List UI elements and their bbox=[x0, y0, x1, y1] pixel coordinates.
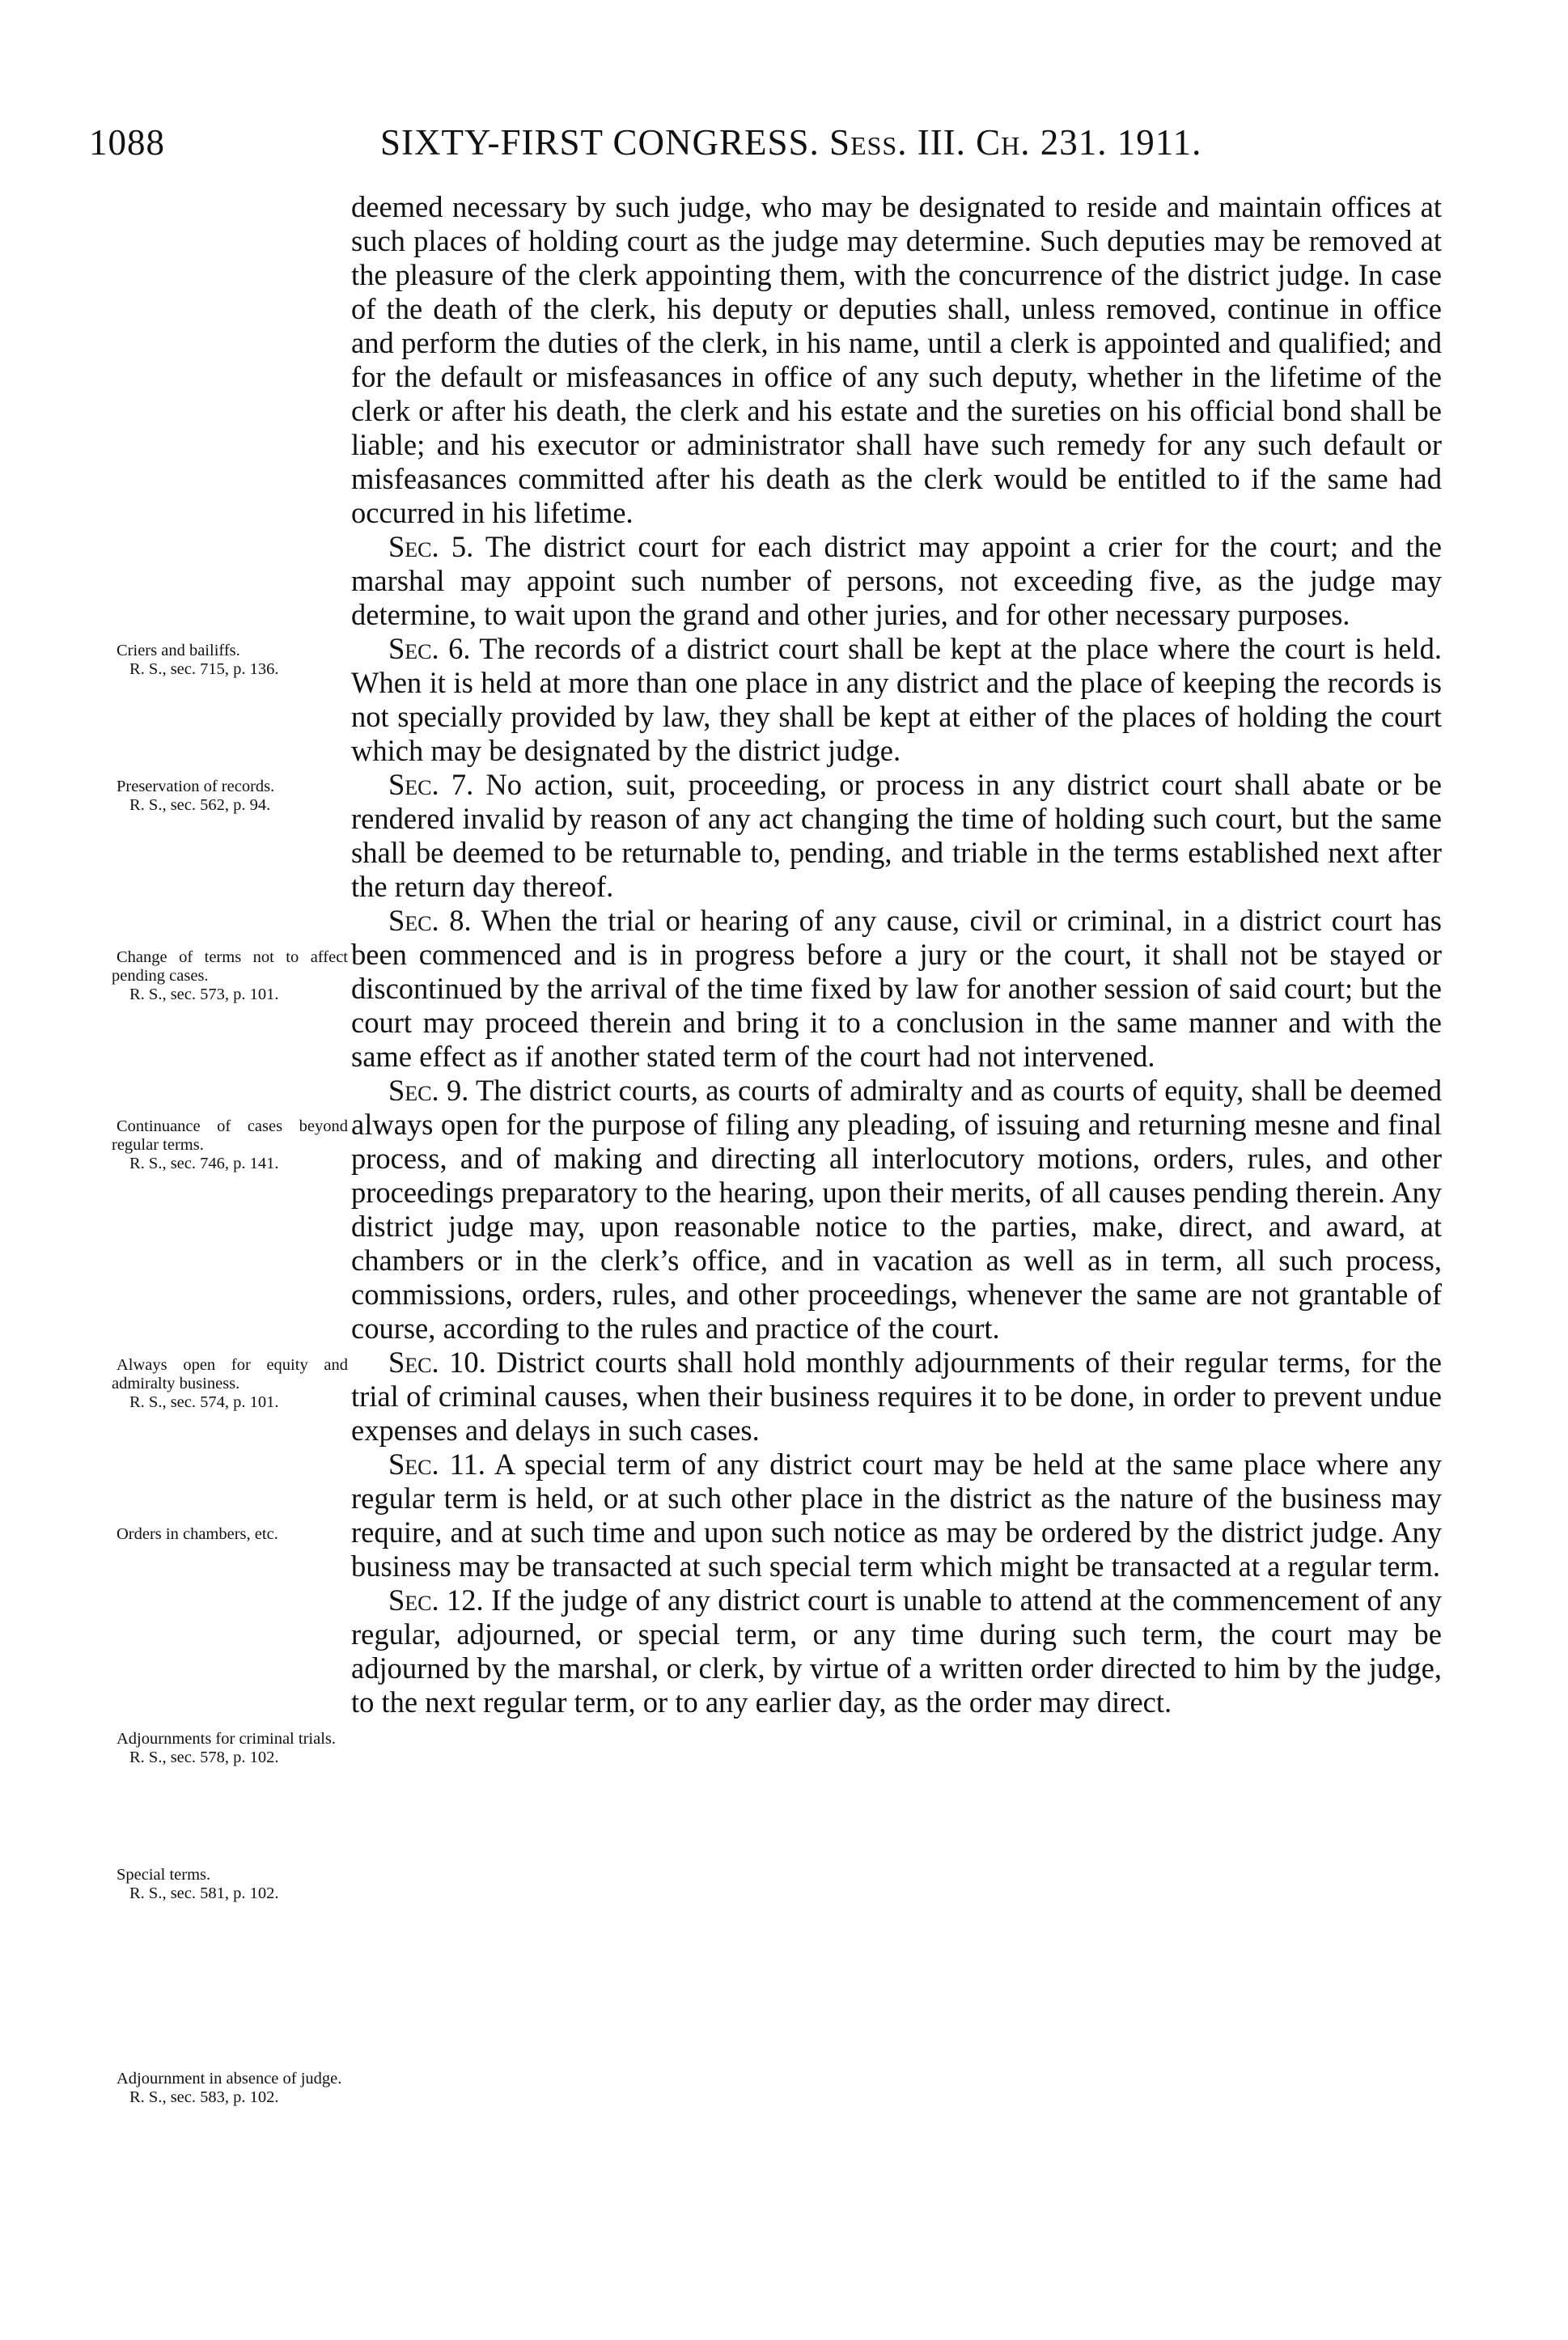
margin-note-ref: R. S., sec. 746, p. 141. bbox=[129, 1155, 279, 1172]
margin-note-title: Preservation of records. bbox=[117, 778, 275, 795]
continuation-paragraph: deemed necessary by such judge, who may be designated to reside and maintain offices at such places of holding court as the judge may determine. Such deputies may be removed at the pleasure of the clerk appointing them, with the concurrence of the district judge. In case of the death of the clerk, his deputy or deputies shall, unless removed, continue in office and perform the duties of the clerk, in his name, until a clerk is appointed and qualified; and for the default or misfeasances in office of any such deputy, whether in the lifetime of the clerk or after his death, the clerk and his estate and the sureties on his official bond shall be liable; and his executor or administrator shall have such remedy for any such default or misfeasances committed after his death as the clerk would be entitled to if the same had occurred in his lifetime. bbox=[351, 190, 1442, 529]
margin-note-title: Continuance of cases beyond regular terms. bbox=[112, 1117, 348, 1154]
section-12 bbox=[351, 1583, 1442, 1719]
section-label: Sec. 5. bbox=[388, 530, 474, 563]
margin-note-continuance bbox=[112, 1117, 348, 1173]
margin-note-records bbox=[112, 778, 348, 815]
section-label: Sec. 10. bbox=[388, 1346, 486, 1379]
margin-note-ref: R. S., sec. 583, p. 102. bbox=[129, 2088, 279, 2106]
year-label: 1911. bbox=[1117, 122, 1202, 163]
margin-note-title: Criers and bailiffs. bbox=[117, 642, 240, 659]
section-8 bbox=[351, 904, 1442, 1074]
section-text: If the judge of any district court is unable to attend at the commencement of any regular, adjourned, or special term, or any time during such term, the court may be adjourned by the marshal, or clerk, by virtue of a written order directed to him by the judge, to the next regular term, or to any earlier day, as the order may direct. bbox=[351, 1583, 1443, 1719]
section-6 bbox=[351, 632, 1442, 768]
chapter-label: Ch. 231. bbox=[976, 122, 1108, 163]
margin-note-ref: R. S., sec. 578, p. 102. bbox=[129, 1749, 279, 1766]
margin-note-ref: R. S., sec. 715, p. 136. bbox=[129, 660, 279, 678]
section-11 bbox=[351, 1448, 1442, 1583]
header-title bbox=[380, 121, 1201, 163]
section-text: The records of a district court shall be kept at the place where the court is held. When it is held at more than one place in any district and the place of keeping the records is not specially provided by law, they shall be kept at either of the places of holding the court which may be designated by the district judge. bbox=[351, 632, 1442, 767]
section-7 bbox=[351, 768, 1442, 904]
section-5 bbox=[351, 530, 1442, 632]
section-text: No action, suit, proceeding, or process in any district court shall abate or be rendered invalid by reason of any act changing the time of holding such court, but the same shall be deemed to be returnable to, pending, and triable in the terms established next after the return day thereof. bbox=[351, 768, 1442, 903]
margin-note-ref: R. S., sec. 573, p. 101. bbox=[129, 986, 279, 1003]
session-label: Sess. III. bbox=[829, 122, 966, 163]
margin-note-title: Change of terms not to affect pending cases. bbox=[112, 948, 348, 985]
section-label: Sec. 8. bbox=[388, 904, 472, 937]
section-label: Sec. 6. bbox=[388, 632, 471, 665]
margin-note-ref: R. S., sec. 574, p. 101. bbox=[129, 1393, 279, 1411]
margin-note-ref: R. S., sec. 562, p. 94. bbox=[129, 796, 271, 814]
section-text: When the trial or hearing of any cause, civil or criminal, in a district court has been commenced and is in progress before a jury or the court, it shall not be stayed or discontinued by the arrival of the time fixed by law for another session of said court; but the court may proceed therein and bring it to a conclusion in the same manner and with the same effect as if another stated term of the court had not intervened. bbox=[351, 904, 1442, 1073]
margin-note-special-terms bbox=[112, 1866, 348, 1903]
margin-note-always-open bbox=[112, 1356, 348, 1412]
section-9 bbox=[351, 1074, 1442, 1346]
margin-note-criers bbox=[112, 642, 348, 679]
section-10 bbox=[351, 1346, 1442, 1448]
margin-note-ref: R. S., sec. 581, p. 102. bbox=[129, 1884, 279, 1902]
section-label: Sec. 7. bbox=[388, 768, 474, 801]
margin-note-absence-of-judge bbox=[112, 2070, 348, 2107]
section-text: A special term of any district court may be held at the same place where any regular term is held, or at such other place in the district as the nature of the business may require, and at such time and upon such notice as may be ordered by the district judge. Any business may be transacted at such special term which might be transacted at a regular term. bbox=[351, 1448, 1442, 1583]
section-text: District courts shall hold monthly adjournments of their regular terms, for the trial of criminal causes, when their business requires it to be done, in order to prevent undue expenses and delays in such cases. bbox=[351, 1346, 1442, 1447]
section-label: Sec. 9. bbox=[388, 1074, 469, 1107]
body-text bbox=[351, 190, 1442, 1719]
congress-title: SIXTY-FIRST CONGRESS. bbox=[380, 122, 820, 163]
running-head bbox=[89, 121, 1416, 170]
margin-note-orders-in-chambers bbox=[112, 1525, 348, 1544]
section-text: The district courts, as courts of admiralty and as courts of equity, shall be deemed always open for the purpose of filing any pleading, of issuing and returning mesne and final process, and of making and directing all interlocutory motions, orders, rules, and other proceedings preparatory to the hearing, upon their merits, of all causes pending therein. Any district judge may, upon reasonable notice to the parties, make, direct, and award, at chambers or in the clerk’s office, and in vacation as well as in term, all such process, commissions, orders, rules, and other proceedings, whenever the same are not grantable of course, according to the rules and practice of the court. bbox=[351, 1074, 1442, 1345]
section-label: Sec. 11. bbox=[388, 1448, 485, 1481]
margin-note-title: Special terms. bbox=[117, 1866, 211, 1884]
margin-note-change-of-terms bbox=[112, 948, 348, 1004]
margin-note-title: Adjournment in absence of judge. bbox=[117, 2070, 342, 2088]
margin-note-title: Orders in chambers, etc. bbox=[117, 1525, 278, 1543]
section-label: Sec. 12. bbox=[388, 1583, 484, 1617]
page-number: 1088 bbox=[89, 122, 165, 163]
margin-note-title: Adjournments for criminal trials. bbox=[117, 1730, 336, 1748]
margin-note-adjournments bbox=[112, 1730, 348, 1767]
section-text: The district court for each district may appoint a crier for the court; and the marshal may appoint such number of persons, not exceeding five, as the judge may determine, to wait upon the grand and other juries, and for other necessary purposes. bbox=[351, 530, 1442, 631]
margin-note-title: Always open for equity and admiralty business. bbox=[112, 1356, 348, 1393]
